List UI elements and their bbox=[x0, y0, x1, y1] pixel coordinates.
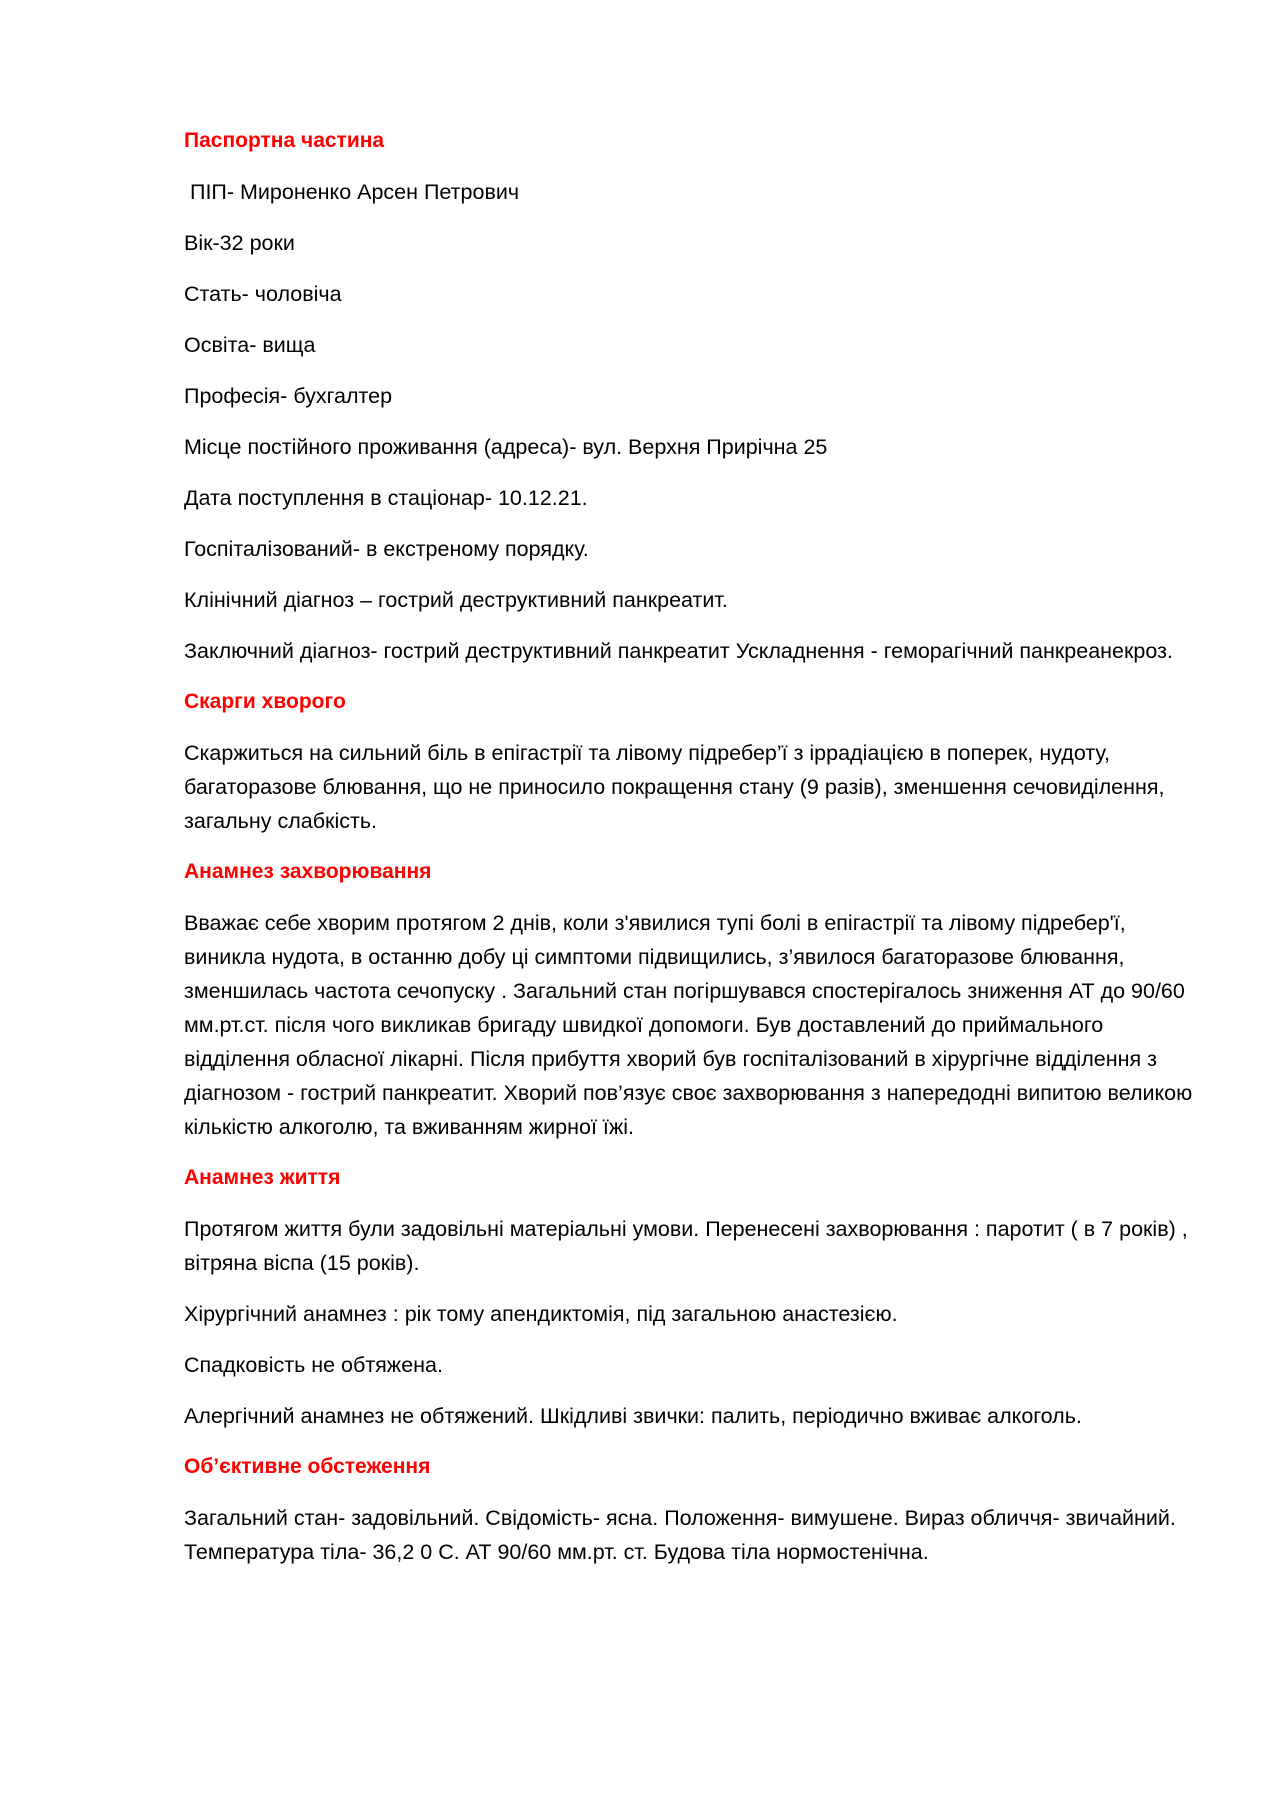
passport-line-age: Вік-32 роки bbox=[184, 231, 295, 255]
passport-line-clinical-diagnosis: Клінічний діагноз – гострий деструктивний панкреатит. bbox=[184, 588, 728, 612]
exam-text: Загальний стан- задовільний. Свідомість- ясна. Положення- вимушене. Вираз обличчя- звичайний. Температура тіла- 36,2 0 С. АТ 90/60 мм.рт. ст. Будова тіла нормостенічна. bbox=[184, 1506, 1176, 1564]
passport-line-hospitalization: Госпіталізований- в екстреному порядку. bbox=[184, 537, 589, 561]
life-history-paragraph: Алергічний анамнез не обтяжений. Шкідливі звички: палить, періодично вживає алкоголь. bbox=[184, 1404, 1082, 1428]
document-page bbox=[184, 124, 1194, 1586]
section-heading-complaints: Скарги хворого bbox=[184, 690, 346, 713]
disease-history-text: Вважає себе хворим протягом 2 днів, коли з'явилися тупі болі в епігастрії та лівому підребер'ї, виникла нудота, в останню добу ці симптоми підвищились, з’явилося багаторазове блювання, зменшилась частота сечопуску . Загальний стан погіршувався спостерігалось зниження АТ до 90/60 мм.рт.ст. після чого викликав бригаду швидкої допомоги. Був доставлений до приймального відділення обласної лікарні. Після прибуття хворий був госпіталізований в хірургічне відділення з діагнозом - гострий панкреатит. Хворий пов’язує своє захворювання з напередодні випитою великою кількістю алкоголю, та вживанням жирної їжі. bbox=[184, 911, 1193, 1139]
passport-line-admission-date: Дата поступлення в стаціонар- 10.12.21. bbox=[184, 486, 588, 510]
passport-line-address: Місце постійного проживання (адреса)- вул. Верхня Прирічна 25 bbox=[184, 435, 828, 459]
section-heading-disease-history: Анамнез захворювання bbox=[184, 860, 432, 883]
passport-line-profession: Професія- бухгалтер bbox=[184, 384, 393, 408]
section-heading-exam: Об’єктивне обстеження bbox=[184, 1455, 431, 1478]
passport-line-name: ПІП- Мироненко Арсен Петрович bbox=[190, 180, 520, 204]
passport-line-education: Освіта- вища bbox=[184, 333, 316, 357]
life-history-paragraph: Хірургічний анамнез : рік тому апендиктомія, під загальною анастезією. bbox=[184, 1302, 898, 1326]
section-heading-passport: Паспортна частина bbox=[184, 129, 385, 152]
complaints-text: Скаржиться на сильний біль в епігастрії та лівому підребер’ї з іррадіацією в поперек, нудоту, багаторазове блювання, що не приносило покращення стану (9 разів), зменшення сечовиділення, загальну слабкість. bbox=[184, 741, 1165, 833]
section-heading-life-history: Анамнез життя bbox=[184, 1166, 341, 1189]
life-history-paragraph: Протягом життя були задовільні матеріальні умови. Перенесені захворювання : паротит ( в 7 років) , вітряна віспа (15 років). bbox=[184, 1217, 1188, 1275]
passport-line-final-diagnosis: Заключний діагноз- гострий деструктивний панкреатит Ускладнення - геморагічний панкреанекроз. bbox=[184, 639, 1173, 663]
life-history-paragraph: Спадковість не обтяжена. bbox=[184, 1353, 443, 1377]
passport-line-sex: Стать- чоловіча bbox=[184, 282, 342, 306]
